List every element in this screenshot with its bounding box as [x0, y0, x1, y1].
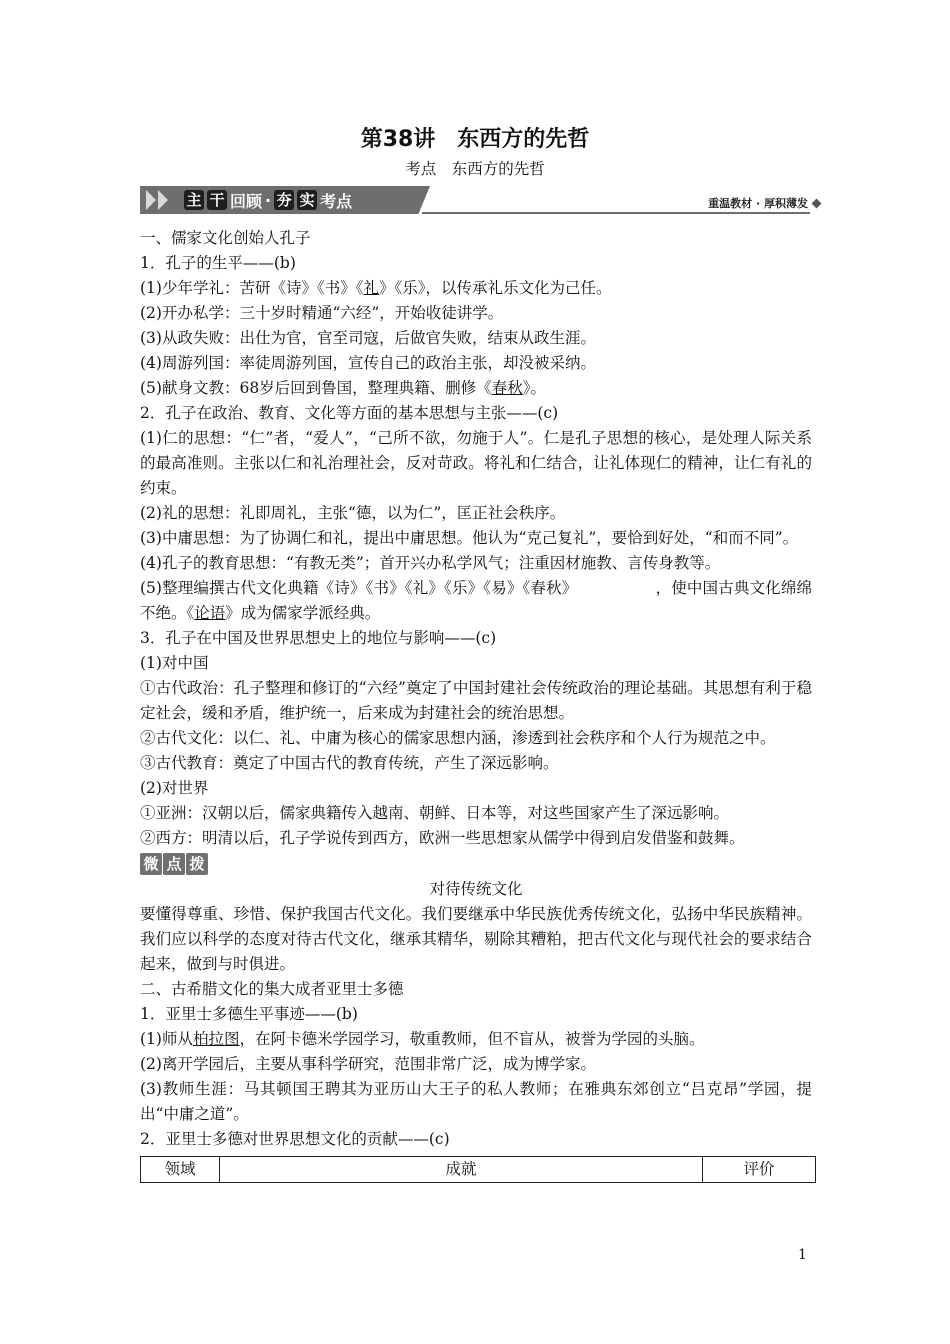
- tip-title: 对待传统文化: [429, 880, 523, 898]
- subsection-title: 3．孔子在中国及世界思想史上的地位与影响——(c): [140, 629, 497, 647]
- main-content: [140, 226, 812, 1183]
- subsection-title: 1．亚里士多德生平事迹——(b): [140, 1005, 358, 1023]
- paragraph: (4)周游列国：率徒周游列国，宣传自己的政治主张，却没被采纳。: [140, 354, 596, 372]
- banner-char-block: 夯: [274, 190, 294, 210]
- banner-char-block: 主: [184, 190, 204, 210]
- text-run: ，使中国古典文化绵绵不绝。《: [140, 579, 812, 622]
- paragraph: [140, 276, 812, 301]
- chevron-right-icon: [146, 190, 156, 210]
- subsection-title: 2．孔子在政治、教育、文化等方面的基本思想与主张——(c): [140, 404, 559, 422]
- paragraph: (1)对中国: [140, 654, 209, 672]
- paragraph: (1)仁的思想：“仁”者，“爱人”，“己所不欲，勿施于人”。仁是孔子思想的核心，是处理人际关系的最高准则。主张以仁和礼治理社会，反对苛政。将礼和仁结合，让礼体现仁的精神，让仁有礼的约束。: [140, 429, 812, 497]
- banner-underline: [422, 212, 810, 214]
- paragraph: [140, 576, 812, 626]
- page-number: 1: [798, 1247, 807, 1263]
- table-header-row: [141, 1157, 816, 1183]
- tip-badge: [140, 853, 812, 875]
- page-title: 第38讲 东西方的先哲: [360, 127, 590, 152]
- paragraph: (4)孔子的教育思想：“有教无类”；首开兴办私学风气；注重因材施教、言传身教等。: [140, 554, 721, 572]
- section-banner: [140, 186, 820, 216]
- paragraph: [140, 376, 812, 401]
- banner-text-part: 回顾: [230, 191, 263, 211]
- subsection-title: 2．亚里士多德对世界思想文化的贡献——(c): [140, 1130, 450, 1148]
- text-run: (1)师从: [140, 1030, 193, 1048]
- paragraph: (2)礼的思想：礼即周礼，主张“德，以为仁”，匡正社会秩序。: [140, 504, 566, 522]
- paragraph: ①古代政治：孔子整理和修订的“六经”奠定了中国封建社会传统政治的理论基础。其思想有利于稳定社会，缓和矛盾，维护统一，后来成为封建社会的统治思想。: [140, 679, 812, 722]
- paragraph: (2)对世界: [140, 779, 209, 797]
- section-heading: 二、古希腊文化的集大成者亚里士多德: [140, 980, 404, 998]
- text-run: ，在阿卡德米学园学习，敬重教师，但不盲从，被誉为学园的头脑。: [239, 1030, 705, 1048]
- banner-text-part: 考点: [320, 191, 353, 211]
- section-heading: 一、儒家文化创始人孔子: [140, 229, 311, 247]
- contribution-table: [140, 1156, 816, 1183]
- banner-char-block: 干: [207, 190, 227, 210]
- paragraph: (3)从政失败：出仕为官，官至司寇，后做官失败，结束从政生涯。: [140, 329, 596, 347]
- table-header-cell: 领域: [141, 1157, 220, 1183]
- paragraph: (2)离开学园后，主要从事科学研究，范围非常广泛，成为博学家。: [140, 1055, 596, 1073]
- paragraph: (3)教师生涯：马其顿国王聘其为亚历山大王子的私人教师；在雅典东郊创立“吕克昂”学园，提出“中庸之道”。: [140, 1080, 812, 1123]
- subsection-title: 1．孔子的生平——(b): [140, 254, 296, 272]
- paragraph: ①亚洲：汉朝以后，儒家典籍传入越南、朝鲜、日本等，对这些国家产生了深远影响。: [140, 804, 730, 822]
- underlined-text: 礼: [363, 279, 379, 297]
- paragraph: ②西方：明清以后，孔子学说传到西方，欧洲一些思想家从儒学中得到启发借鉴和鼓舞。: [140, 829, 745, 847]
- chevron-right-icon: [158, 190, 168, 210]
- text-run: 》《乐》，以传承礼乐文化为己任。: [378, 279, 612, 297]
- page-subtitle: 考点 东西方的先哲: [405, 160, 545, 178]
- banner-dot: ·: [265, 190, 272, 210]
- tip-badge-char: 点: [163, 853, 185, 875]
- paragraph: ③古代教育：奠定了中国古代的教育传统，产生了深远影响。: [140, 754, 559, 772]
- paragraph: ②古代文化：以仁、礼、中庸为核心的儒家思想内涵，渗透到社会秩序和个人行为规范之中。: [140, 729, 776, 747]
- text-run: 》成为儒家学派经典。: [225, 604, 381, 622]
- banner-right-text: 重温教材 · 厚积薄发: [708, 197, 808, 210]
- table-header-cell: 评价: [703, 1157, 816, 1183]
- table-header-cell: 成就: [220, 1157, 703, 1183]
- tip-badge-char: 拨: [186, 853, 208, 875]
- banner-title: [184, 188, 352, 212]
- text-run: 》。: [522, 379, 546, 397]
- underlined-text: 柏拉图: [192, 1030, 240, 1048]
- tip-badge-char: 微: [140, 853, 162, 875]
- paragraph: [140, 1027, 812, 1052]
- paragraph: (2)开办私学：三十岁时精通“六经”，开始收徒讲学。: [140, 304, 504, 322]
- tip-body: 要懂得尊重、珍惜、保护我国古代文化。我们要继承中华民族优秀传统文化，弘扬中华民族精神。我们应以科学的态度对待古代文化，继承其精华，剔除其糟粕，把古代文化与现代社会的要求结合起来，做到与时俱进。: [140, 905, 812, 973]
- text-run: (5)献身文教：68岁后回到鲁国，整理典籍、删修《: [140, 379, 492, 397]
- underlined-text: 论语: [194, 604, 226, 622]
- paragraph: (3)中庸思想：为了协调仁和礼，提出中庸思想。他认为“克己复礼”，要恰到好处，“和而不同”。: [140, 529, 799, 547]
- underlined-text: 春秋: [491, 379, 523, 397]
- diamond-icon: [812, 199, 822, 209]
- banner-char-block: 实: [297, 190, 317, 210]
- text-run: (5)整理编撰古代文化典籍《诗》《书》《礼》《乐》《易》《春秋》: [140, 579, 578, 597]
- text-run: (1)少年学礼：苦研《诗》《书》《: [140, 279, 364, 297]
